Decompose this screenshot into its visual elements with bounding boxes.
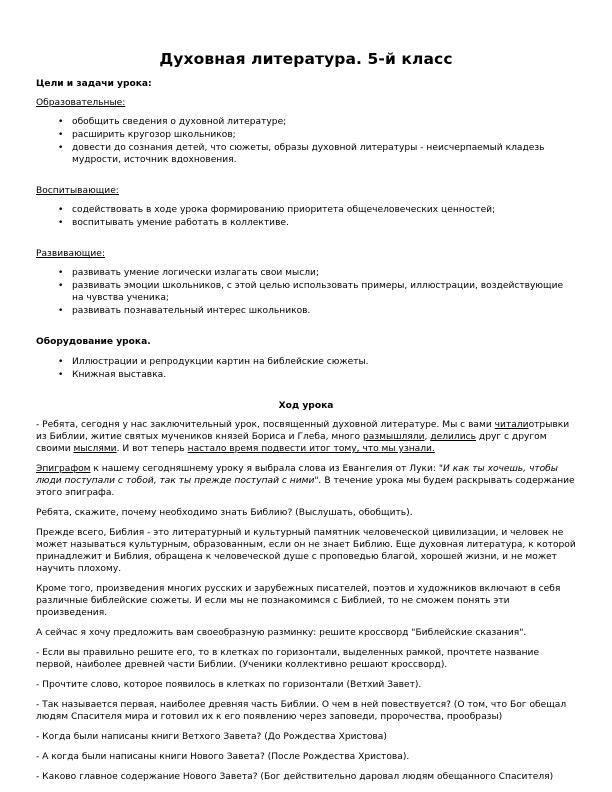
goals-list-upbringing: [36, 204, 576, 229]
paragraph: - Так называется первая, наиболее древняя часть Библии. О чем в ней повествуется? (О том, что Бог обещал людям Спасителя мира и готовил их к его появлению через заповеди, пророчества, прообразы): [36, 700, 567, 722]
list-item: • воспитывать умение работать в коллективе.: [72, 217, 576, 229]
paragraph: - А когда были написаны книги Нового Завета? (После Рождества Христова).: [36, 752, 410, 762]
equipment-list: [36, 356, 576, 381]
list-item: • Иллюстрации и репродукции картин на библейские сюжеты.: [72, 356, 576, 368]
goals-heading: Цели и задачи урока:: [36, 79, 152, 89]
list-item: • развивать эмоции школьников, с этой целью использовать примеры, иллюстрации, воздействующие на чувства ученика;: [72, 280, 576, 304]
paragraph-epigraph: Эпиграфом к нашему сегодняшнему уроку я выбрала слова из Евангелия от Луки: "И как ты хочешь, чтобы люди поступали с тобой, так ты прежде поступай с ними". В течение урока мы будем раскрывать содержание этого эпиграфа.: [36, 464, 575, 498]
goals-group-label: Воспитывающие:: [36, 186, 119, 196]
paragraph: Кроме того, произведения многих русских и зарубежных писателей, поэтов и художников включают в себя различные библейские сюжеты. И если мы не познакомимся с Библией, то не сможем понять эти произведения.: [36, 584, 561, 618]
goals-list-educational: [36, 116, 576, 166]
paragraph: Прежде всего, Библия - это литературный и культурный памятник человеческой цивилизации, и человек не может называться культурным, образованным, если он не знает Библию. Еще духовная литература, к которой принадлежит и Библия, обращена к человеческой душе с проповедью благой, хорошей жизни, и не может научить плохому.: [36, 528, 576, 574]
list-item: • обобщить сведения о духовной литературе;: [72, 116, 576, 128]
list-item: • развивать умение логически излагать свои мысли;: [72, 267, 576, 279]
paragraph: - Если вы правильно решите его, то в клетках по горизонтали, выделенных рамкой, прочтете название первой, наиболее древней части Библии. (Ученики коллективно решают кроссворд).: [36, 648, 540, 670]
paragraph: - Когда были написаны книги Ветхого Завета? (До Рождества Христова): [36, 732, 387, 742]
paragraph: Ребята, скажите, почему необходимо знать Библию? (Выслушать, обобщить).: [36, 508, 413, 518]
list-item: • расширить кругозор школьников;: [72, 129, 576, 141]
paragraph: - Ребята, сегодня у нас заключительный урок, посвященный духовной литературе. Мы с вами читалиотрывки из Библии, житие святых мучеников князей Бориса и Глеба, много размышляли, делились друг с другом своими мыслями. И вот теперь настало время подвести итог тому, что мы узнали.: [36, 420, 570, 454]
goals-list-developing: [36, 267, 576, 317]
page-title: Духовная литература. 5-й класс: [159, 50, 453, 68]
list-item: • содействовать в ходе урока формированию приоритета общечеловеческих ценностей;: [72, 204, 576, 216]
list-item: • развивать познавательный интерес школьников.: [72, 305, 576, 317]
list-item: • довести до сознания детей, что сюжеты, образы духовной литературы - неисчерпаемый кладезь мудрости, источник вдохновения.: [72, 142, 576, 166]
goals-group-label: Развивающие:: [36, 249, 105, 259]
lesson-heading: Ход урока: [278, 401, 334, 411]
paragraph: - Прочтите слово, которое появилось в клетках по горизонтали (Ветхий Завет).: [36, 680, 422, 690]
equipment-heading: Оборудование урока.: [36, 337, 151, 347]
paragraph: - Каково главное содержание Нового Завета? (Бог действительно даровал людям обещанного Спасителя): [36, 772, 554, 782]
goals-group-label: Образовательные:: [36, 98, 126, 108]
list-item: • Книжная выставка.: [72, 369, 576, 381]
paragraph: А сейчас я хочу предложить вам своеобразную разминку: решите кроссворд "Библейские сказания".: [36, 628, 527, 638]
